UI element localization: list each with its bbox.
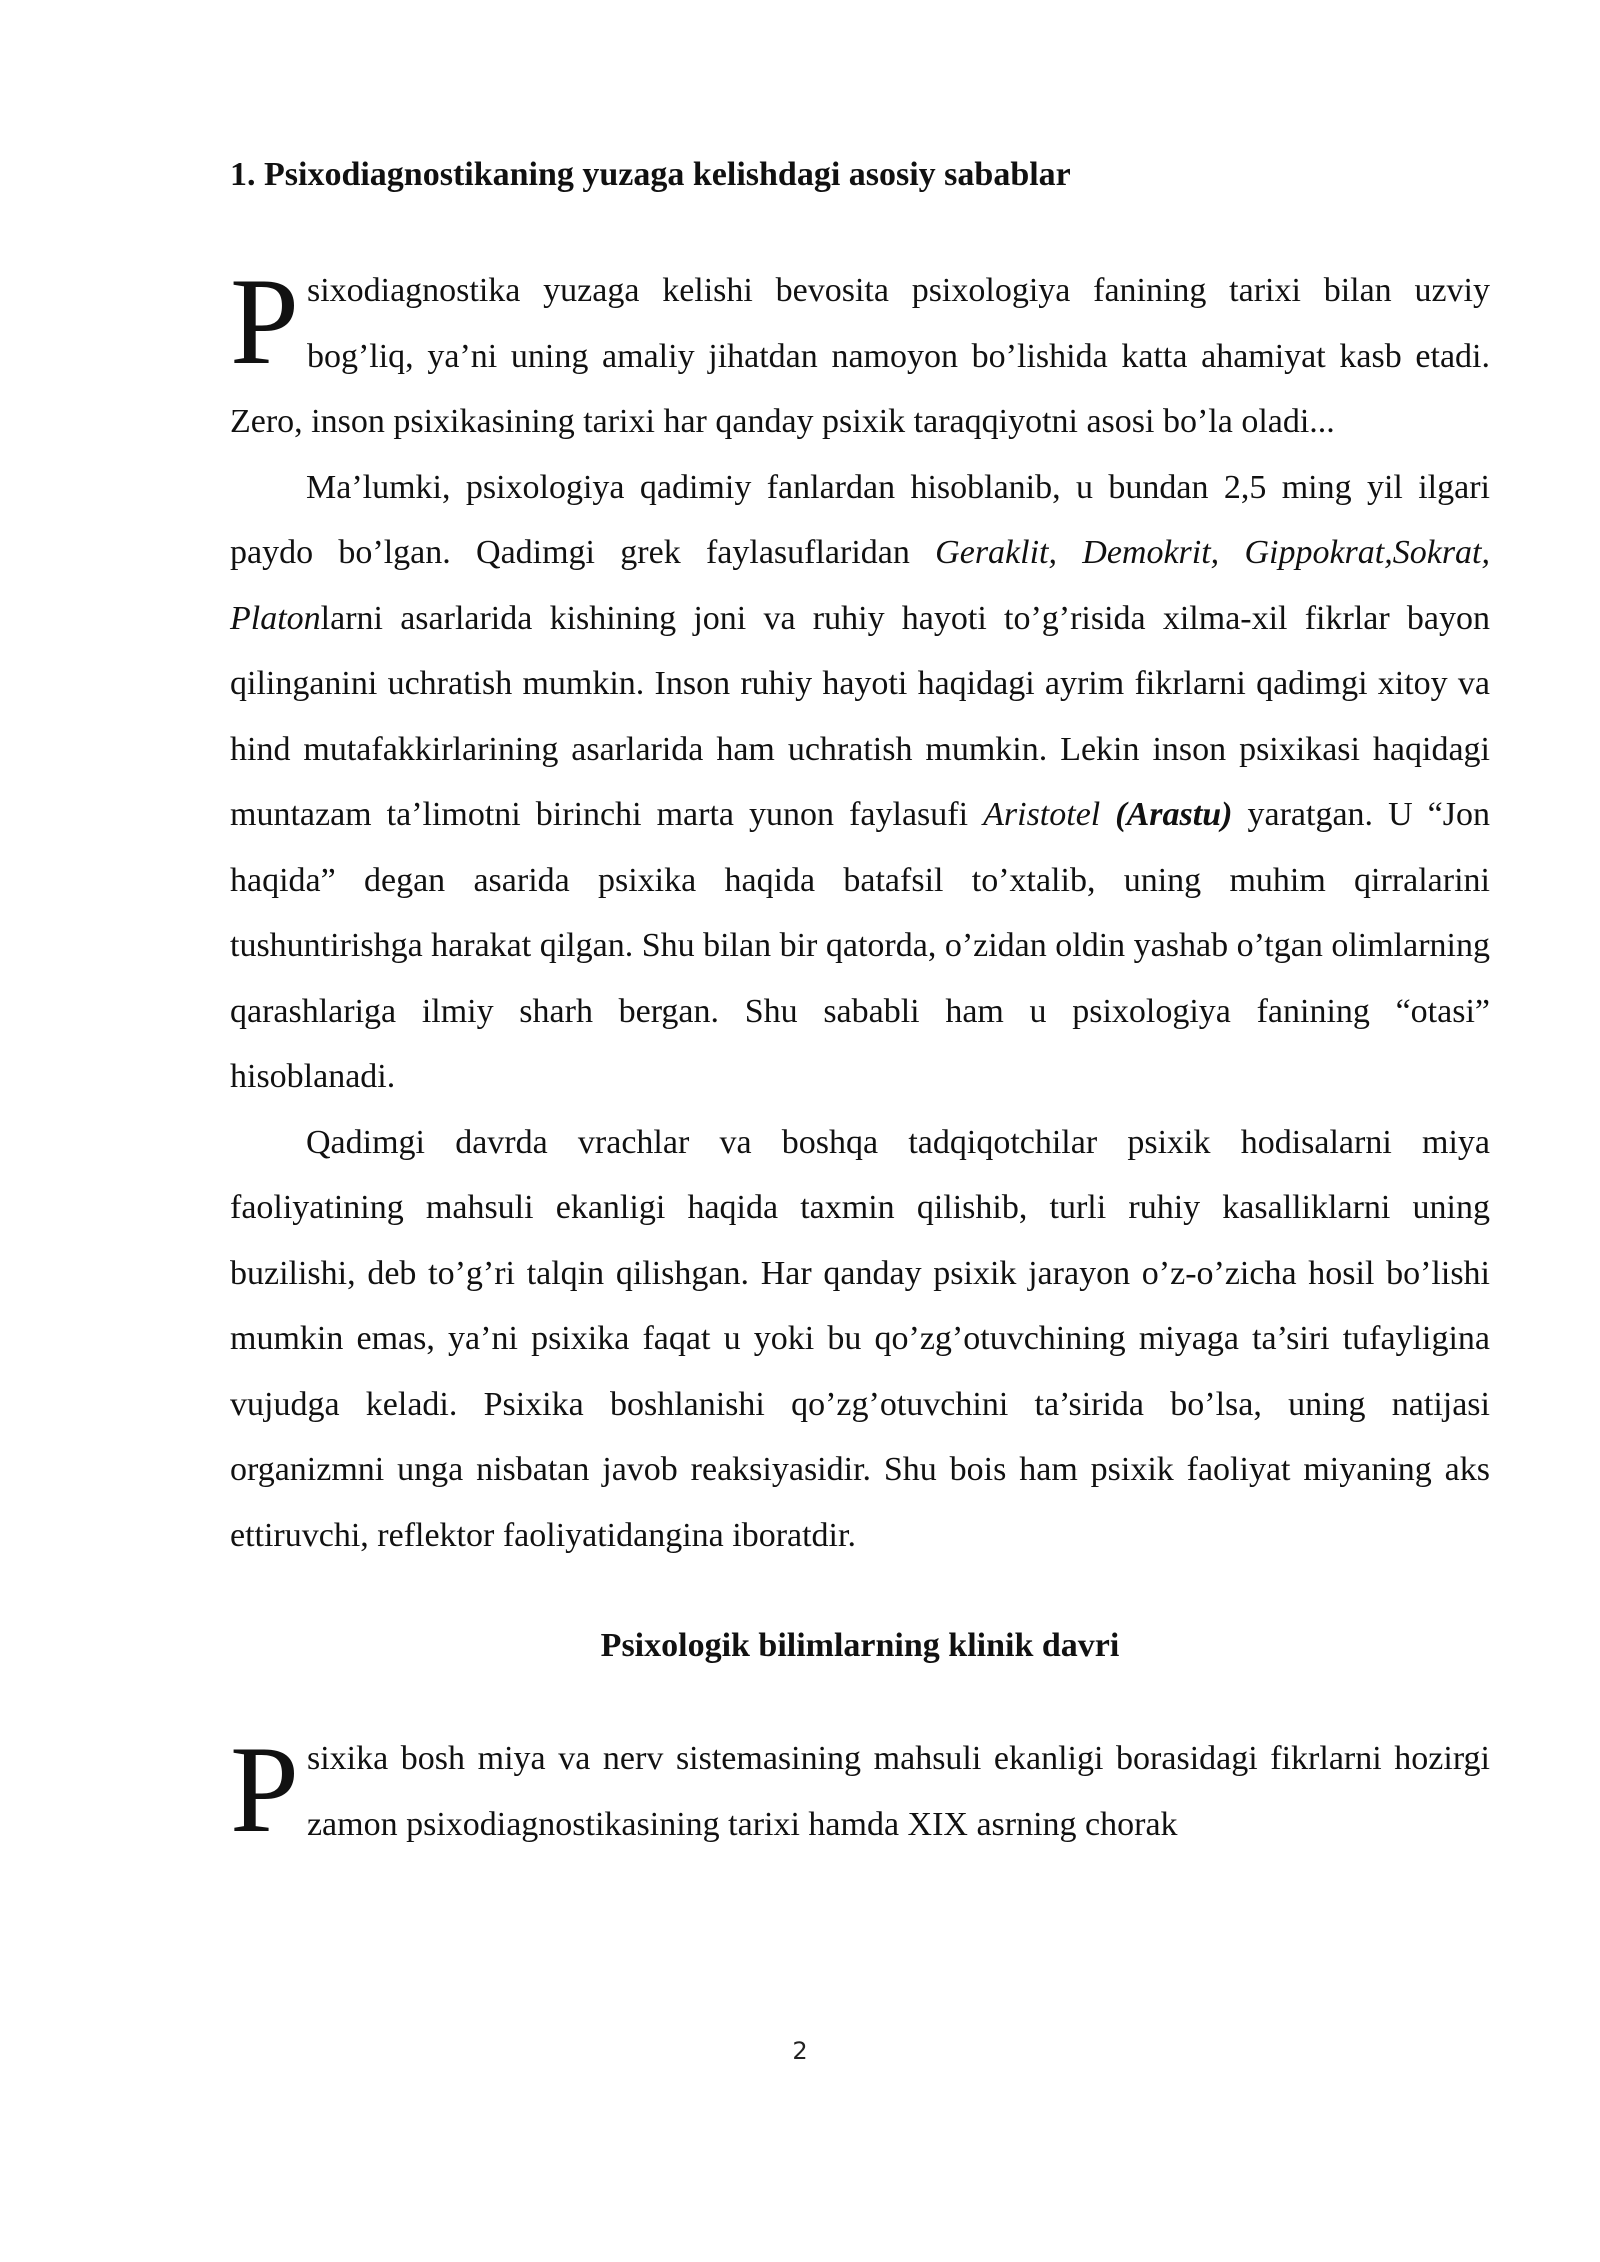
paragraph-ancient-physicians: Qadimgi davrda vrachlar va boshqa tadqiqotchilar psixik hodisalarni miya faoliyatining mahsuli ekanligi haqida taxmin qilishib, turli ruhiy kasalliklarni uning buzilishi, deb to’g’ri talqin qilishgan. Har qanday psixik jarayon o’z-o’zicha hosil bo’lishi mumkin emas, ya’ni psixika faqat u yoki bu qo’zg’otuvchining miyaga ta’siri tufayligina vujudga keladi. Psixika boshlanishi qo’zg’otuvchini ta’sirida bo’lsa, uning natijasi organizmni unga nisbatan javob reaksiyasidir. Shu bois ham psixik faoliyat miyaning aks ettiruvchi, reflektor faoliyatidangina iboratdir.	[230, 1123, 1490, 1554]
page-number: 2	[792, 2037, 808, 2065]
paragraph-clinical	[230, 1721, 1490, 1858]
paragraph-history-text-3: yaratgan. U “Jon haqida” degan asarida psixika haqida batafsil to’xtalib, uning muhim qirralarini tushuntirishga harakat qilgan. Shu bilan bir qatorda, o’zidan oldin yashab o’tgan olimlarning qarashlariga ilmiy sharh bergan. Shu sababli ham u psixologiya fanining “otasi” hisoblanadi.	[230, 796, 1491, 1095]
philosophers-names: Geraklit, Demokrit, Gippokrat,Sokrat, Platon	[230, 534, 1490, 637]
section-title: 1. Psixodiagnostikaning yuzaga kelishdagi asosiy sabablar	[230, 156, 1071, 193]
paragraph-history-text-2: larni asarlarida kishining joni va ruhiy hayoti to’g’risida xilma-xil fikrlar bayon qilinganini uchratish mumkin. Inson ruhiy hayoti haqidagi ayrim fikrlarni qadimgi xitoy va hind mutafakkirlarining asarlarida ham uchratish mumkin. Lekin inson psixikasi haqidagi muntazam ta’limotni birinchi marta yunon faylasufi	[230, 599, 1490, 833]
paragraph-history	[230, 455, 1490, 1110]
paragraph-clinical-text: sixika bosh miya va nerv sistemasining mahsuli ekanligi borasidagi fikrlarni hozirgi zamon psixodiagnostikasining tarixi hamda XIX asrning chorak	[306, 1740, 1490, 1843]
subsection-title: Psixologik bilimlarning klinik davri	[600, 1627, 1120, 1664]
spacer-text	[1100, 796, 1115, 833]
arastu-name: (Arastu)	[1115, 796, 1233, 833]
paragraph-history-text-1: Ma’lumki, psixologiya qadimiy fanlardan hisoblanib, u bundan 2,5 ming yil ilgari paydo bo’lgan. Qadimgi grek faylasuflaridan	[230, 468, 1490, 571]
drop-cap-2: P	[230, 1721, 299, 1858]
paragraph-intro-text: sixodiagnostika yuzaga kelishi bevosita psixologiya fanining tarixi bilan uzviy bog’liq, ya’ni uning amaliy jihatdan namoyon bo’lishida katta ahamiyat kasb etadi. Zero, inson psixikasining tarixi har qanday psixik taraqqiyotni asosi bo’la oladi...	[230, 272, 1490, 440]
drop-cap: P	[230, 253, 299, 390]
paragraph-intro	[230, 253, 1490, 455]
page-content	[230, 150, 1490, 1857]
aristotel-name: Aristotel	[983, 796, 1101, 833]
